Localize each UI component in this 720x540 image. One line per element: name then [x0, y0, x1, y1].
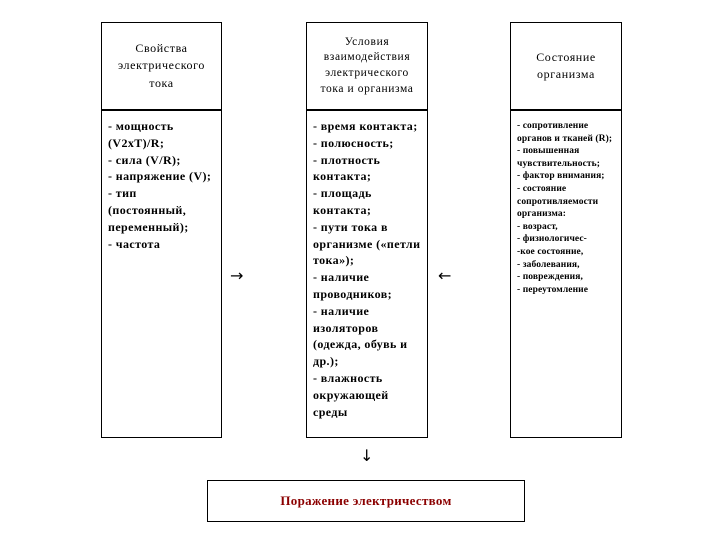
right-items-list [517, 120, 617, 296]
right-header: Состояние организма [536, 49, 596, 81]
list-item: - плотность контакта; [313, 152, 381, 184]
left-header: Свойства электрического тока [118, 41, 205, 90]
list-item: - сила (V/R); [108, 152, 181, 167]
list-item: - физиологичес- [517, 234, 587, 245]
list-item: - сопротивление органов и тканей (R); [517, 121, 613, 144]
list-item: - влажность окружающей среды [313, 370, 389, 419]
list-item: - мощность (V2хТ)/R; [108, 119, 174, 150]
list-item: - время контакта; [313, 119, 418, 133]
result-label: Поражение электричеством [280, 493, 452, 508]
arrow-right-icon: → [230, 266, 244, 285]
arrow-left-icon: ← [438, 266, 452, 285]
list-item: - возраст, [517, 221, 558, 232]
list-item: - повышенная чувствительность; [517, 146, 601, 169]
list-item: - заболевания, [517, 259, 580, 270]
middle-items-list [313, 118, 423, 420]
result-box [207, 480, 525, 522]
list-item: - полюсность; [313, 135, 394, 150]
left-items-list [108, 118, 218, 252]
list-item: - наличие проводников; [313, 270, 392, 301]
middle-header: Условия взаимодействия электрического тока и организма [320, 35, 414, 95]
list-item: -кое состояние, [517, 246, 584, 257]
list-item: - тип (постоянный, переменный); [108, 186, 189, 234]
list-item: - напряжение (V); [108, 169, 212, 184]
list-item: - фактор внимания; [517, 171, 605, 182]
list-item: - частота [108, 236, 161, 251]
list-item: - площадь контакта; [313, 186, 372, 217]
arrow-down-icon: ↓ [360, 446, 374, 465]
list-item: - пути тока в организме («петли тока»); [313, 219, 421, 268]
list-item: - повреждения, [517, 272, 583, 283]
list-item: - наличие изоляторов (одежда, обувь и др.); [313, 303, 408, 369]
list-item: - переутомление [517, 284, 589, 295]
list-item: - состояние сопротивляемости организма: [517, 183, 599, 220]
